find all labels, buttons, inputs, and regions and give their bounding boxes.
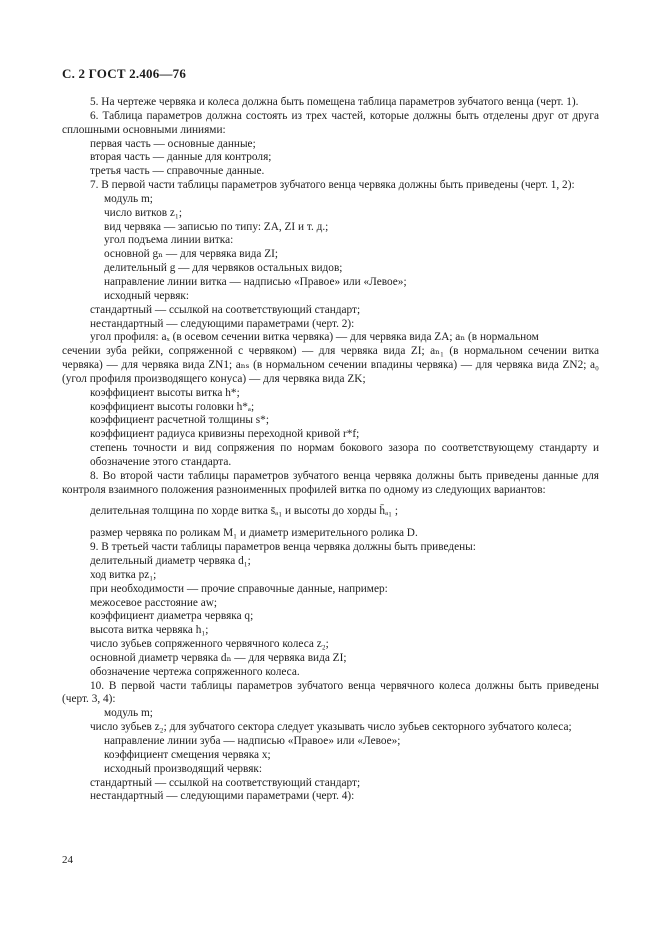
page-number: 24 <box>62 854 73 866</box>
paragraph: межосевое расстояние aw; <box>90 596 218 609</box>
paragraph: угол профиля: aₓ (в осевом сечении витка червяка) — для червяка вида ZA; aₙ (в нормальном <box>90 331 539 344</box>
paragraph: 9. В третьей части таблицы параметров венца червяка должны быть приведены: <box>90 541 476 554</box>
page-header: С. 2 ГОСТ 2.406—76 <box>62 66 187 81</box>
paragraph: делительный диаметр червяка d₁; <box>90 555 251 567</box>
paragraph: высота витка червяка h₁; <box>90 624 209 637</box>
paragraph: основной диаметр червяка dₙ — для червяка вида ZI; <box>90 651 347 664</box>
paragraph: размер червяка по роликам M₁ и диаметр измерительного ролика D. <box>90 527 418 540</box>
paragraph: исходный червяк: <box>104 289 190 302</box>
paragraph: модуль m; <box>104 192 153 205</box>
paragraph: стандартный — ссылкой на соответствующий стандарт; <box>90 303 361 316</box>
paragraph: при необходимости — прочие справочные данные, например: <box>90 582 388 595</box>
paragraph: исходный производящий червяк: <box>104 762 263 775</box>
paragraph: число витков z₁; <box>104 206 182 219</box>
paragraph: 7. В первой части таблицы параметров зубчатого венца червяка должны быть приведены (черт. 1, 2): <box>90 179 575 192</box>
paragraph: 6. Таблица параметров должна состоять из трех частей, которые должны быть отделены друг от друга сплошными основными линиями: <box>62 109 599 136</box>
paragraph: стандартный — ссылкой на соответствующий стандарт; <box>90 776 361 789</box>
paragraph: коэффициент высоты витка h*; <box>90 386 240 399</box>
paragraph: коэффициент смещения червяка x; <box>104 748 271 761</box>
paragraph: основной gₙ — для червяка вида ZI; <box>104 248 279 261</box>
paragraph: коэффициент высоты головки h*ₐ; <box>90 400 255 413</box>
paragraph: направление линии зуба — надписью «Правое» или «Левое»; <box>104 734 401 747</box>
paragraph: вторая часть — данные для контроля; <box>90 151 272 164</box>
paragraph: 10. В первой части таблицы параметров зубчатого венца червячного колеса должны быть приведены (черт. 3, 4): <box>62 679 599 706</box>
paragraph: направление линии витка — надписью «Правое» или «Левое»; <box>104 275 407 288</box>
paragraph: нестандартный — следующими параметрами (черт. 2): <box>90 317 355 330</box>
paragraph: степень точности и вид сопряжения по нормам бокового зазора по соответствующему стандарту и обозначение этого стандарта. <box>90 442 599 468</box>
paragraph: коэффициент расчетной толщины s*; <box>90 414 269 427</box>
spacer <box>62 519 599 527</box>
paragraph: первая часть — основные данные; <box>90 137 256 150</box>
paragraph: делительный g — для червяков остальных видов; <box>104 262 343 275</box>
paragraph: 5. На чертеже червяка и колеса должна быть помещена таблица параметров зубчатого венца (черт. 1). <box>90 96 579 108</box>
paragraph: нестандартный — следующими параметрами (черт. 4): <box>90 790 355 803</box>
paragraph: 8. Во второй части таблицы параметров зубчатого венца червяка должны быть приведены данные для контроля взаимного положения разноименных профилей витка по одному из следующих вариантов: <box>62 469 599 496</box>
paragraph: обозначение чертежа сопряженного колеса. <box>90 665 300 678</box>
paragraph: ход витка pz₁; <box>90 568 157 581</box>
paragraph: сечении зуба рейки, сопряженной с червяком) — для червяка вида ZI; aₙ₁ (в нормальном сечении витка червяка) — для червяка вида ZN1; aₙₛ (в нормальном сечении впадины червяка) — для червяка вида ZN2; a₀ (угол профиля производящего конуса) — для червяка вида ZK; <box>62 345 599 385</box>
paragraph: число зубьев сопряженного червячного колеса z₂; <box>90 638 329 651</box>
paragraph: третья часть — справочные данные. <box>90 165 265 178</box>
document-body <box>62 96 599 804</box>
paragraph: вид червяка — записью по типу: ZA, ZI и т. д.; <box>104 220 329 233</box>
paragraph: угол подъема линии витка: <box>104 234 234 247</box>
paragraph: коэффициент диаметра червяка q; <box>90 610 254 623</box>
formula-line: делительная толщина по хорде витка s̄ₐ₁ и высоты до хорды h̄ₐ₁ ; <box>90 505 399 518</box>
paragraph: число зубьев z₂; для зубчатого сектора следует указывать число зубьев секторного зубчатого колеса; <box>90 721 572 734</box>
paragraph: коэффициент радиуса кривизны переходной кривой r*f; <box>90 428 360 441</box>
paragraph: модуль m; <box>104 707 153 720</box>
